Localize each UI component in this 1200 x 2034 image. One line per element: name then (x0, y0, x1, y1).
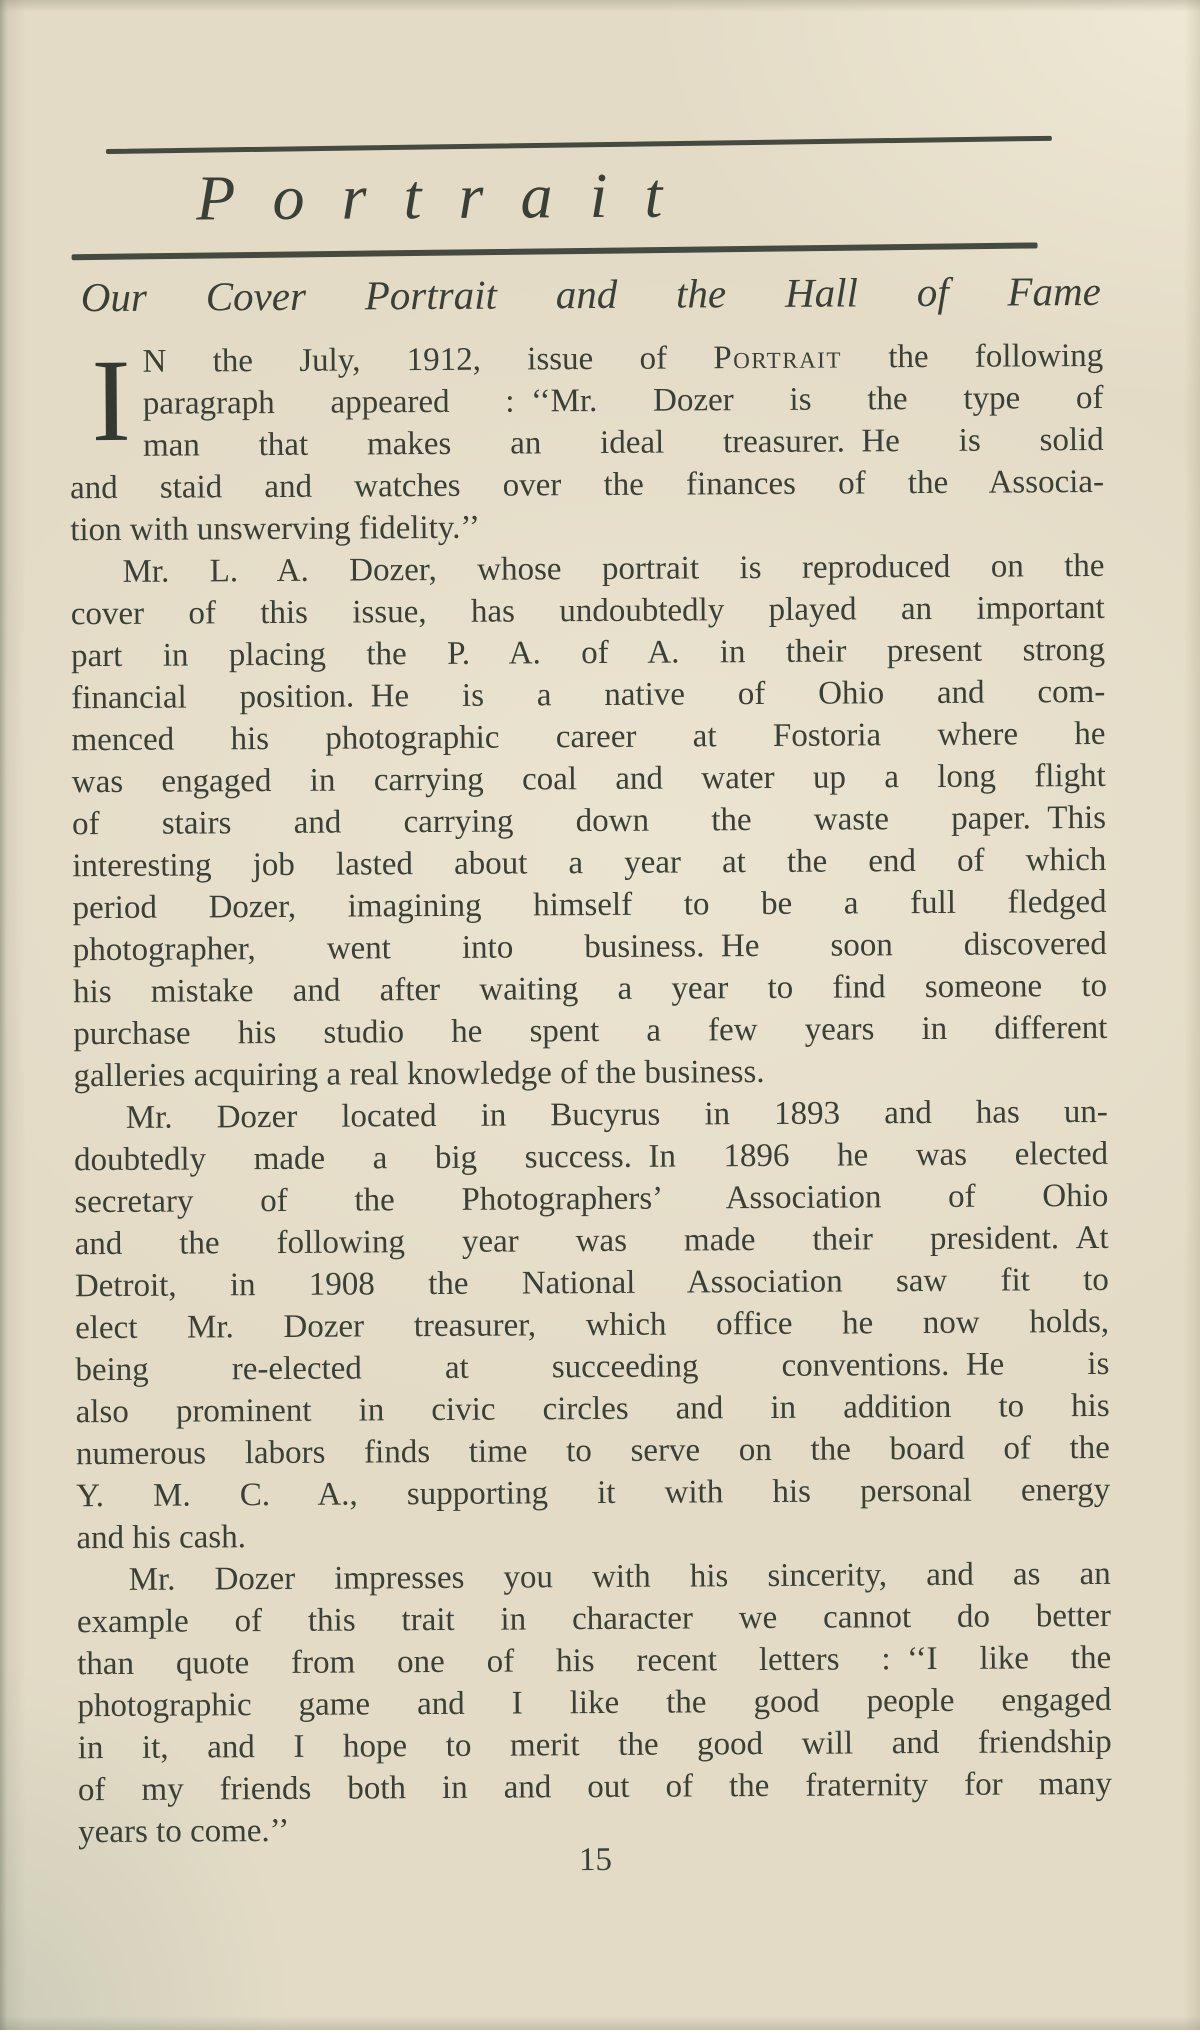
paragraph (70, 545, 1107, 1097)
text-line: and his cash. (76, 1519, 247, 1557)
text-line: interesting job lasted about a year at the end of which (72, 841, 1107, 885)
text-line: secretary of the Photographers’ Association of Ohio (74, 1177, 1109, 1221)
text-line: Mr. L. A. Dozer, whose portrait is reproduced on the (122, 547, 1105, 590)
text-line: of stairs and carrying down the waste paper. This (71, 799, 1107, 843)
magazine-name-smallcaps: Portrait (713, 339, 843, 377)
text-line: was engaged in carrying coal and water up a long flight (71, 757, 1106, 801)
article-body (69, 335, 1112, 1853)
text-line: numerous labors finds time to serve on the board of the (75, 1429, 1111, 1473)
text-line: Detroit, in 1908 the National Association saw fit to (74, 1261, 1109, 1305)
text-line: part in placing the P. A. of A. in their present strong (70, 631, 1106, 675)
text-line: cover of this issue, has undoubtedly played an important (70, 589, 1105, 633)
paragraph (69, 335, 1104, 551)
text-line: Mr. Dozer impresses you with his sincerity, and as an (128, 1555, 1111, 1598)
text-line (69, 335, 1103, 383)
text-line: and staid and watches over the finances of the Associa- (69, 463, 1105, 507)
paragraph (74, 1091, 1111, 1559)
text-line: doubtedly made a big success. In 1896 he was elected (74, 1135, 1109, 1179)
text-line: tion with unswerving fidelity.’’ (70, 509, 481, 549)
text-line: man that makes an ideal treasurer. He is solid (142, 421, 1104, 464)
page-number: 15 (578, 1841, 613, 1879)
text-line: Mr. Dozer located in Bucyrus in 1893 and has un- (125, 1093, 1108, 1136)
text-line: menced his photographic career at Fostoria where he (71, 715, 1106, 759)
text-run: N the July, 1912, issue of (142, 340, 714, 380)
text-line: of my friends both in and out of the fraternity for many (77, 1765, 1113, 1809)
masthead-rule-bottom (72, 242, 1038, 260)
text-line: his mistake and after waiting a year to find someone to (72, 967, 1108, 1011)
text-line: being re-elected at succeeding conventions. He is (75, 1345, 1110, 1389)
text-run: the following (841, 337, 1104, 376)
text-line: in it, and I hope to merit the good will and friendship (77, 1723, 1112, 1767)
text-line: and the following year was made their president. At (74, 1219, 1109, 1263)
drop-cap: I (91, 334, 132, 467)
text-line: purchase his studio he spent a few years in different (73, 1009, 1108, 1053)
text-line: period Dozer, imagining himself to be a full fledged (72, 883, 1107, 927)
article-title: Our Cover Portrait and the Hall of Fame (80, 267, 1101, 321)
text-line: galleries acquiring a real knowledge of the business. (73, 1054, 765, 1095)
text-line: photographer, went into business. He soon discovered (72, 925, 1107, 969)
text-line: than quote from one of his recent letters : ‘‘I like the (77, 1639, 1112, 1683)
masthead-title: Portrait (196, 159, 700, 234)
text-line: years to come.’’ (78, 1812, 290, 1851)
text-line: Y. M. C. A., supporting it with his personal energy (76, 1471, 1111, 1515)
text-line: elect Mr. Dozer treasurer, which office he now holds, (75, 1303, 1110, 1347)
text-line: example of this trait in character we cannot do better (76, 1597, 1112, 1641)
text-line: also prominent in civic circles and in addition to his (75, 1387, 1110, 1431)
paragraph (77, 1553, 1113, 1853)
text-line: financial position. He is a native of Ohio and com- (71, 673, 1106, 717)
text-line: photographic game and I like the good people engaged (77, 1681, 1112, 1725)
text-line: paragraph appeared : ‘‘Mr. Dozer is the type of (142, 379, 1104, 422)
